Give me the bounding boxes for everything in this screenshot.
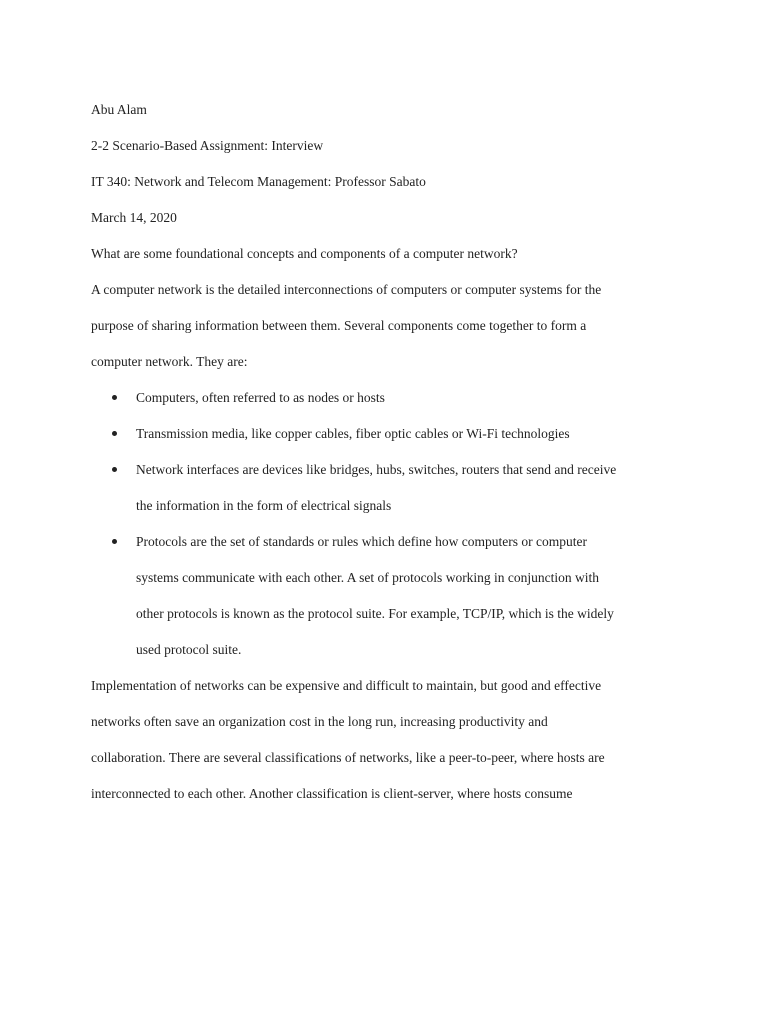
bullet-icon xyxy=(112,395,117,400)
document-page xyxy=(91,92,691,812)
paragraph-line: A computer network is the detailed interconnections of computers or computer systems for the xyxy=(91,282,602,297)
question-line: What are some foundational concepts and components of a computer network? xyxy=(91,246,518,261)
bullet-icon xyxy=(112,467,117,472)
bullet-icon xyxy=(112,539,117,544)
list-item-line: other protocols is known as the protocol suite. For example, TCP/IP, which is the widely xyxy=(136,606,614,621)
list-item xyxy=(91,380,691,416)
list-item xyxy=(91,416,691,452)
paragraph-line: computer network. They are: xyxy=(91,354,248,369)
assignment-title: 2-2 Scenario-Based Assignment: Interview xyxy=(91,138,324,153)
intro-paragraph xyxy=(91,272,691,380)
paragraph-line: purpose of sharing information between them. Several components come together to form a xyxy=(91,318,587,333)
list-item-line: Transmission media, like copper cables, fiber optic cables or Wi-Fi technologies xyxy=(136,426,570,441)
paragraph-line: Implementation of networks can be expensive and difficult to maintain, but good and effective xyxy=(91,678,602,693)
list-item xyxy=(91,524,691,668)
paragraph-line: interconnected to each other. Another classification is client-server, where hosts consume xyxy=(91,786,573,801)
course-line: IT 340: Network and Telecom Management: Professor Sabato xyxy=(91,174,426,189)
paragraph-line: networks often save an organization cost in the long run, increasing productivity and xyxy=(91,714,548,729)
component-list xyxy=(91,380,691,668)
list-item xyxy=(91,452,691,524)
author-name: Abu Alam xyxy=(91,102,147,117)
list-item-line: Computers, often referred to as nodes or hosts xyxy=(136,390,385,405)
list-item-line: Network interfaces are devices like bridges, hubs, switches, routers that send and receive xyxy=(136,462,617,477)
paragraph-line: collaboration. There are several classifications of networks, like a peer-to-peer, where hosts are xyxy=(91,750,605,765)
list-item-line: Protocols are the set of standards or rules which define how computers or computer xyxy=(136,534,587,549)
closing-paragraph xyxy=(91,668,691,812)
date-line: March 14, 2020 xyxy=(91,210,177,225)
bullet-icon xyxy=(112,431,117,436)
list-item-line: systems communicate with each other. A set of protocols working in conjunction with xyxy=(136,570,600,585)
list-item-line: the information in the form of electrical signals xyxy=(136,498,392,513)
list-item-line: used protocol suite. xyxy=(136,642,242,657)
